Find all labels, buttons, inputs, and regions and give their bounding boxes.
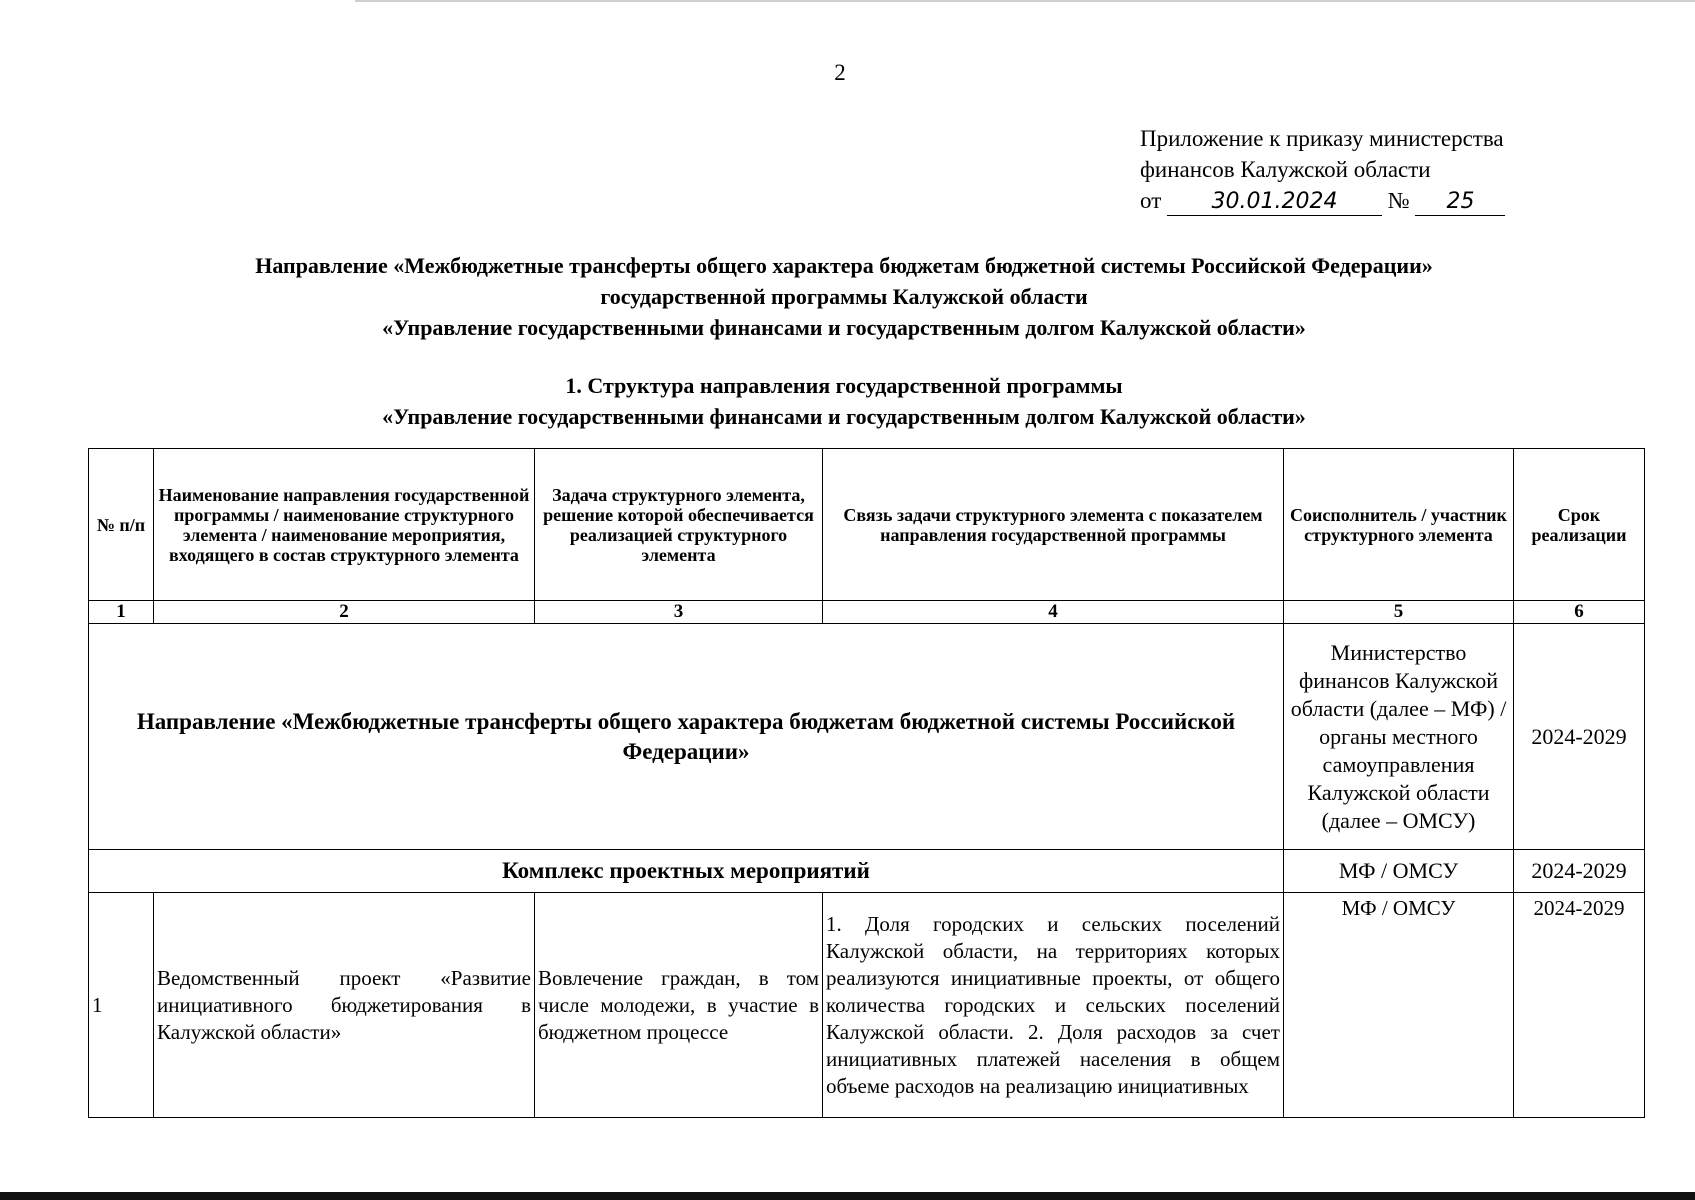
column-number: 5 <box>1284 601 1514 624</box>
section-title <box>0 370 1688 432</box>
appendix-line-1: Приложение к приказу министерства <box>1140 126 1504 151</box>
direction-executor: Министерство финансов Калужской области (далее – МФ) / органы местного самоуправления Калужской области (далее – ОМСУ) <box>1284 624 1514 850</box>
column-number: 2 <box>154 601 535 624</box>
item-number: 1 <box>89 893 154 1118</box>
document-title-line-3: «Управление государственными финансами и государственным долгом Калужской области» <box>382 315 1306 340</box>
structure-table <box>88 448 1645 1118</box>
complex-executor: МФ / ОМСУ <box>1284 850 1514 893</box>
column-number: 4 <box>823 601 1284 624</box>
header-task: Задача структурного элемента, решение которой обеспечивается реализацией структурного элемента <box>535 449 823 601</box>
section-title-line-2: «Управление государственными финансами и государственным долгом Калужской области» <box>382 404 1306 429</box>
item-task: Вовлечение граждан, в том числе молодежи, в участие в бюджетном процессе <box>535 893 823 1118</box>
table-row <box>89 893 1645 1118</box>
appendix-line-2: финансов Калужской области <box>1140 157 1431 182</box>
header-name: Наименование направления государственной программы / наименование структурного элемента / наименование мероприятия, входящего в состав структурного элемента <box>154 449 535 601</box>
scan-edge-bottom <box>0 1192 1695 1200</box>
document-title <box>0 250 1688 343</box>
column-number: 3 <box>535 601 823 624</box>
header-link: Связь задачи структурного элемента с показателем направления государственной программы <box>823 449 1284 601</box>
document-title-line-1: Направление «Межбюджетные трансферты общего характера бюджетам бюджетной системы Российской Федерации» <box>255 253 1433 278</box>
item-name: Ведомственный проект «Развитие инициативного бюджетирования в Калужской области» <box>154 893 535 1118</box>
column-number: 6 <box>1514 601 1645 624</box>
appendix-block <box>1140 123 1560 216</box>
from-label: от <box>1140 188 1162 213</box>
scan-edge-top <box>355 0 1695 2</box>
complex-title: Комплекс проектных мероприятий <box>89 850 1284 893</box>
complex-row <box>89 850 1645 893</box>
item-executor: МФ / ОМСУ <box>1284 893 1514 1118</box>
handwritten-number: 25 <box>1415 189 1505 216</box>
appendix-order-line <box>1140 185 1560 216</box>
column-number: 1 <box>89 601 154 624</box>
complex-period: 2024-2029 <box>1514 850 1645 893</box>
direction-period: 2024-2029 <box>1514 624 1645 850</box>
header-period: Срок реализации <box>1514 449 1645 601</box>
header-executor: Соисполнитель / участник структурного элемента <box>1284 449 1514 601</box>
page-number: 2 <box>834 60 846 85</box>
item-period: 2024-2029 <box>1514 893 1645 1118</box>
number-label: № <box>1387 188 1410 213</box>
table-header-row <box>89 449 1645 601</box>
item-link: 1. Доля городских и сельских поселений Калужской области, на территориях которых реализуются инициативные проекты, от общего количества городских и сельских поселений Калужской области. 2. Доля расходов за счет инициативных платежей населения в общем объеме расходов на реализацию инициативных <box>823 893 1284 1118</box>
handwritten-date: 30.01.2024 <box>1167 189 1382 216</box>
document-title-line-2: государственной программы Калужской области <box>600 284 1088 309</box>
column-number-row <box>89 601 1645 624</box>
direction-title: Направление «Межбюджетные трансферты общего характера бюджетам бюджетной системы Российской Федерации» <box>89 624 1284 850</box>
header-number: № п/п <box>89 449 154 601</box>
direction-row <box>89 624 1645 850</box>
section-title-line-1: 1. Структура направления государственной программы <box>565 373 1123 398</box>
